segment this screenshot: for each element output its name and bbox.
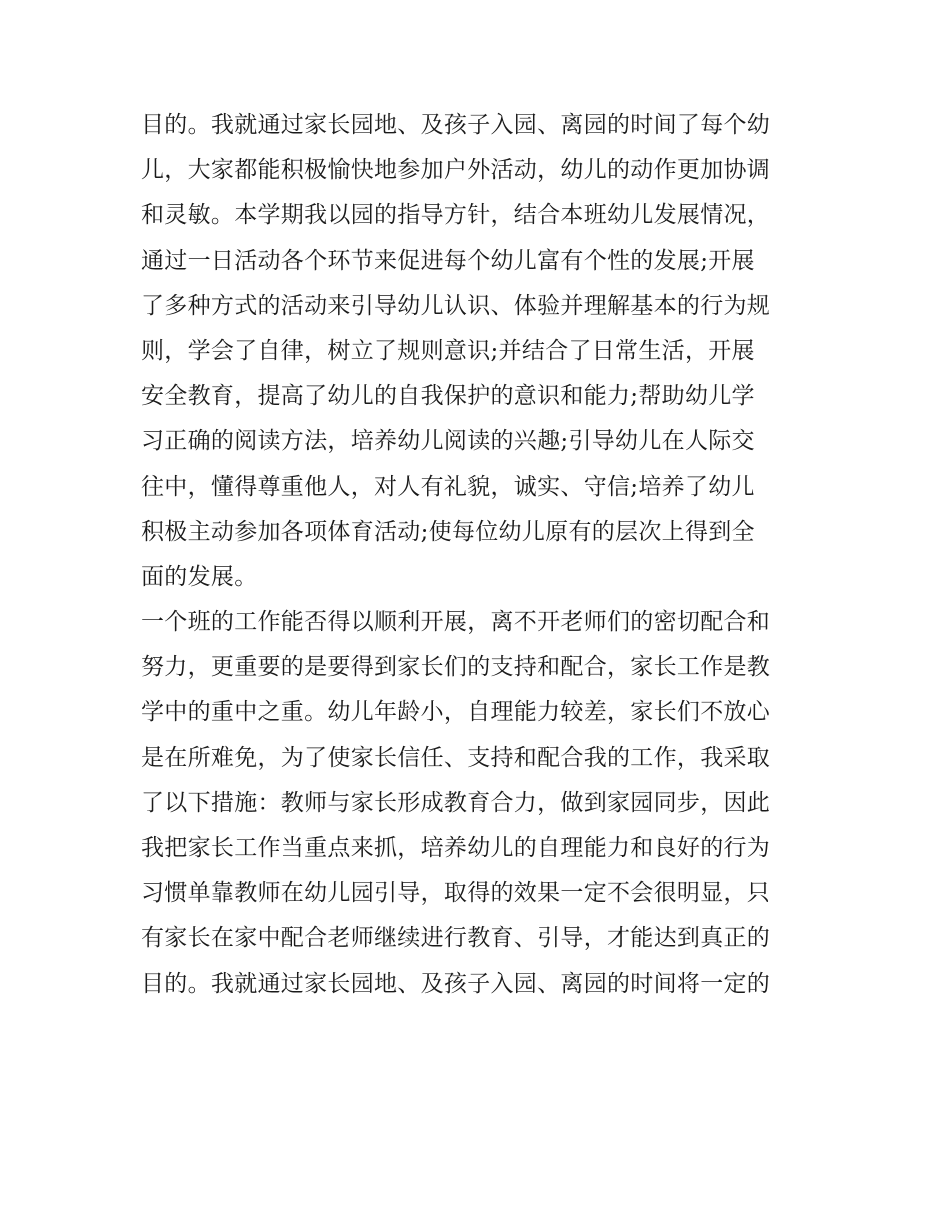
text-line-10: 积极主动参加各项体育活动;使每位幼儿原有的层次上得到全 (141, 518, 755, 545)
text-line-17: 我把家长工作当重点来抓，培养幼儿的自理能力和良好的行为 (141, 835, 771, 861)
document-body (141, 103, 821, 1007)
text-line-12: 一个班的工作能否得以顺利开展，离不开老师们的密切配合和 (141, 609, 771, 636)
text-line-5: 了多种方式的活动来引导幼儿认识、体验并理解基本的行为规 (141, 292, 771, 319)
text-line-20: 目的。我就通过家长园地、及孩子入园、离园的时间将一定的 (141, 970, 771, 997)
text-line-6: 则，学会了自律，树立了规则意识;并结合了日常生活，开展 (141, 337, 755, 364)
text-line-1: 目的。我就通过家长园地、及孩子入园、离园的时间了每个幼 (141, 112, 771, 138)
text-line-13: 努力，更重要的是要得到家长们的支持和配合，家长工作是教 (141, 654, 771, 681)
text-line-4: 通过一日活动各个环节来促进每个幼儿富有个性的发展;开展 (141, 247, 755, 274)
text-line-7: 安全教育，提高了幼儿的自我保护的意识和能力;帮助幼儿学 (141, 383, 755, 410)
text-line-9: 往中，懂得尊重他人，对人有礼貌，诚实、守信;培养了幼儿 (141, 473, 755, 500)
text-line-3: 和灵敏。本学期我以园的指导方针，结合本班幼儿发展情况， (141, 202, 771, 229)
text-line-11: 面的发展。 (141, 563, 258, 590)
text-line-14: 学中的重中之重。幼儿年龄小，自理能力较差，家长们不放心 (141, 699, 771, 726)
text-line-15: 是在所难免，为了使家长信任、支持和配合我的工作，我采取 (141, 744, 771, 771)
text-line-16: 了以下措施：教师与家长形成教育合力，做到家园同步，因此 (141, 789, 771, 816)
text-line-19: 有家长在家中配合老师继续进行教育、引导，才能达到真正的 (141, 925, 771, 952)
text-line-18: 习惯单靠教师在幼儿园引导，取得的效果一定不会很明显，只 (141, 880, 771, 907)
text-line-2: 儿，大家都能积极愉快地参加户外活动，幼儿的动作更加协调 (141, 157, 771, 184)
text-line-8: 习正确的阅读方法，培养幼儿阅读的兴趣;引导幼儿在人际交 (141, 428, 755, 455)
